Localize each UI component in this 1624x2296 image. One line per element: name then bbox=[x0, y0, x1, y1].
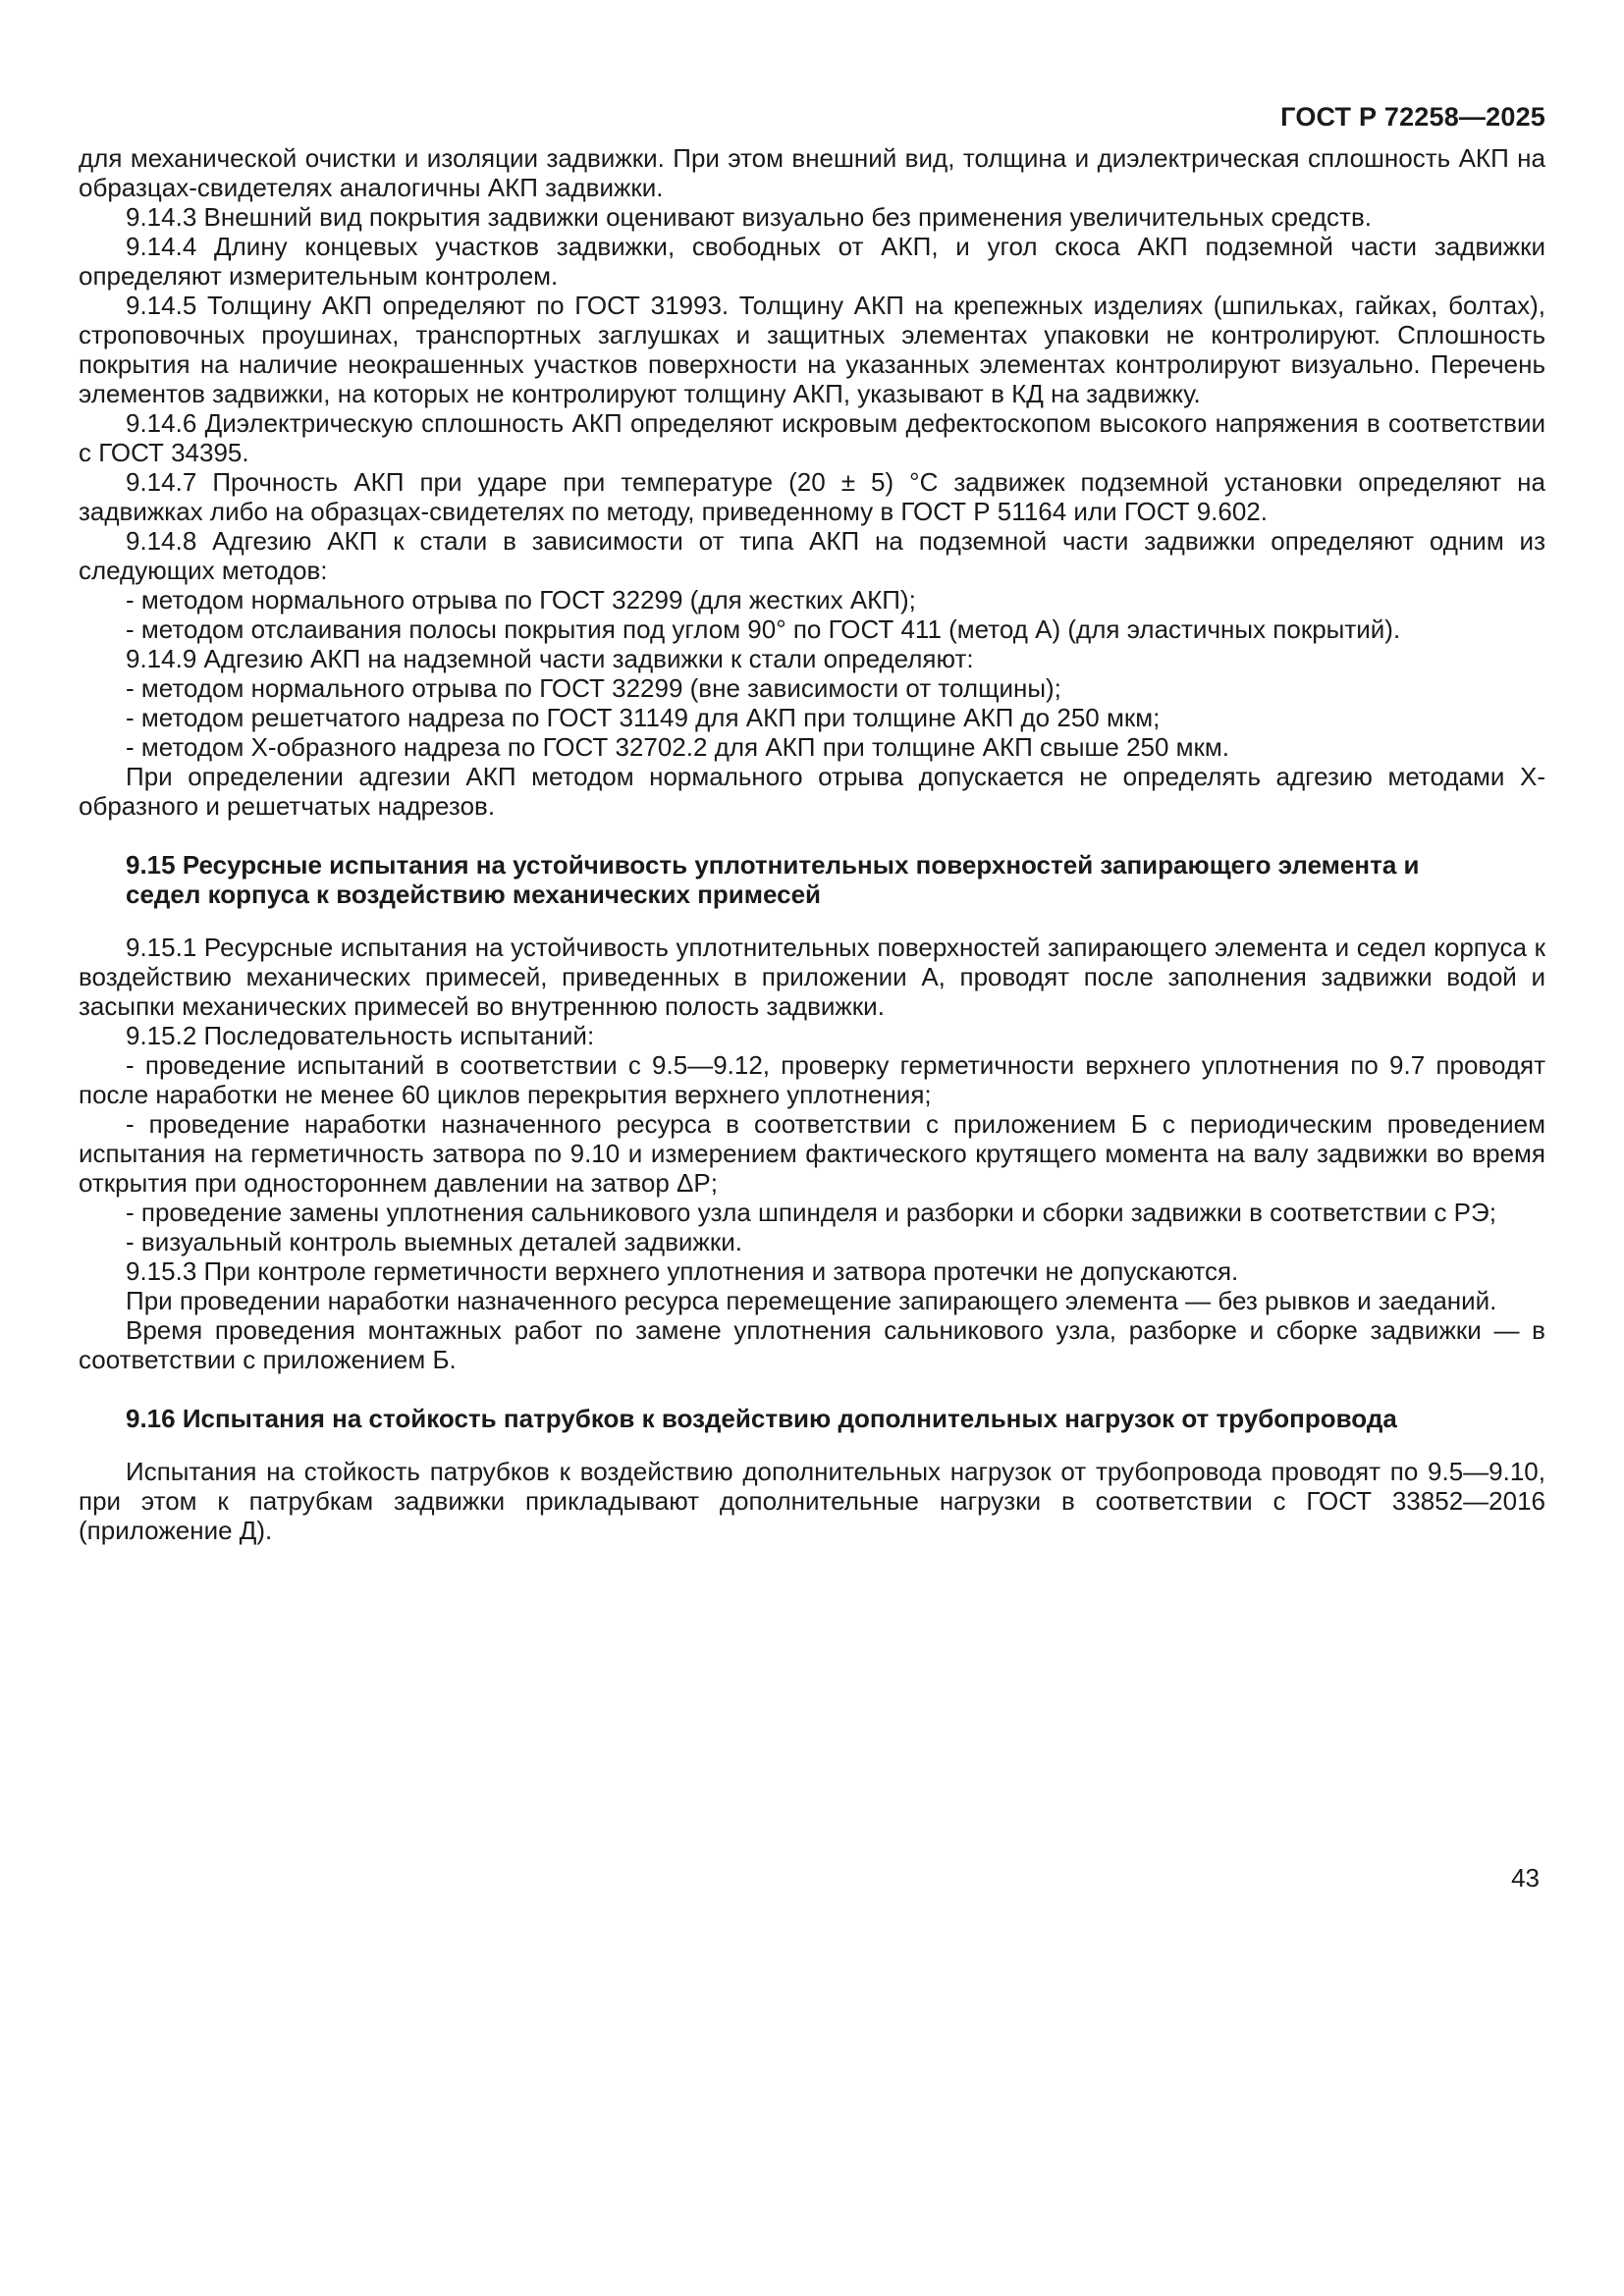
paragraph: 9.14.7 Прочность АКП при ударе при температуре (20 ± 5) °С задвижек подземной установки определяют на задвижках либо на образцах-свидетелях по методу, приведенному в ГОСТ Р 51164 или ГОСТ 9.602. bbox=[79, 467, 1545, 526]
paragraph: Испытания на стойкость патрубков к воздействию дополнительных нагрузок от трубопровода проводят по 9.5—9.10, при этом к патрубкам задвижки прикладывают дополнительные нагрузки в соответствии с ГОСТ 33852—2016 (приложение Д). bbox=[79, 1457, 1545, 1545]
paragraph: - проведение наработки назначенного ресурса в соответствии с приложением Б с периодическим проведением испытания на герметичность затвора по 9.10 и измерением фактического крутящего момента на валу задвижки во время открытия при одностороннем давлении на затвор ΔP; bbox=[79, 1109, 1545, 1198]
paragraph: 9.14.3 Внешний вид покрытия задвижки оценивают визуально без применения увеличительных средств. bbox=[126, 202, 1372, 232]
paragraph: - проведение испытаний в соответствии с 9.5—9.12, проверку герметичности верхнего уплотнения по 9.7 проводят после наработки не менее 60 циклов перекрытия верхнего уплотнения; bbox=[79, 1050, 1545, 1109]
paragraph: для механической очистки и изоляции задвижки. При этом внешний вид, толщина и диэлектрическая сплошность АКП на образцах-свидетелях аналогичны АКП задвижки. bbox=[79, 143, 1545, 202]
paragraph: 9.15.2 Последовательность испытаний: bbox=[126, 1021, 595, 1050]
paragraph: 9.15.3 При контроле герметичности верхнего уплотнения и затвора протечки не допускаются. bbox=[126, 1256, 1239, 1286]
paragraph: 9.14.5 Толщину АКП определяют по ГОСТ 31993. Толщину АКП на крепежных изделиях (шпильках, гайках, болтах), строповочных проушинах, транспортных заглушках и защитных элементах упаковки не контролируют. Сплошность покрытия на наличие неокрашенных участков поверхности на указанных элементах контролируют визуально. Перечень элементов задвижки, на которых не контролируют толщину АКП, указывают в КД на задвижку. bbox=[79, 291, 1545, 408]
standard-designation: ГОСТ Р 72258—2025 bbox=[1280, 102, 1545, 132]
page-number: 43 bbox=[1511, 1863, 1540, 1893]
paragraph: При определении адгезии АКП методом нормального отрыва допускается не определять адгезию методами Х-образного и решетчатых надрезов. bbox=[79, 762, 1545, 821]
paragraph: - методом Х-образного надреза по ГОСТ 32702.2 для АКП при толщине АКП свыше 250 мкм. bbox=[126, 732, 1230, 762]
document-body bbox=[79, 143, 1545, 1545]
page-header bbox=[79, 102, 1545, 133]
paragraph: При проведении наработки назначенного ресурса перемещение запирающего элемента — без рывков и заеданий. bbox=[126, 1286, 1497, 1315]
paragraph: 9.14.6 Диэлектрическую сплошность АКП определяют искровым дефектоскопом высокого напряжения в соответствии с ГОСТ 34395. bbox=[79, 408, 1545, 467]
paragraph: 9.15.1 Ресурсные испытания на устойчивость уплотнительных поверхностей запирающего элемента и седел корпуса к воздействию механических примесей, приведенных в приложении А, проводят после заполнения задвижки водой и засыпки механических примесей во внутреннюю полость задвижки. bbox=[79, 933, 1545, 1021]
paragraph: - проведение замены уплотнения сальникового узла шпинделя и разборки и сборки задвижки в соответствии с РЭ; bbox=[126, 1198, 1496, 1227]
paragraph: 9.14.9 Адгезию АКП на надземной части задвижки к стали определяют: bbox=[126, 644, 974, 673]
paragraph: - методом нормального отрыва по ГОСТ 32299 (вне зависимости от толщины); bbox=[126, 673, 1061, 703]
paragraph: Время проведения монтажных работ по замене уплотнения сальникового узла, разборке и сборке задвижки — в соответствии с приложением Б. bbox=[79, 1315, 1545, 1374]
paragraph: 9.14.4 Длину концевых участков задвижки, свободных от АКП, и угол скоса АКП подземной части задвижки определяют измерительным контролем. bbox=[79, 232, 1545, 291]
paragraph: - методом отслаивания полосы покрытия под углом 90° по ГОСТ 411 (метод А) (для эластичных покрытий). bbox=[126, 614, 1401, 644]
paragraph: - методом нормального отрыва по ГОСТ 32299 (для жестких АКП); bbox=[126, 585, 916, 614]
paragraph: 9.14.8 Адгезию АКП к стали в зависимости от типа АКП на подземной части задвижки определяют одним из следующих методов: bbox=[79, 526, 1545, 585]
section-heading: 9.16 Испытания на стойкость патрубков к воздействию дополнительных нагрузок от трубопровода bbox=[126, 1404, 1397, 1433]
section-heading: 9.15 Ресурсные испытания на устойчивость уплотнительных поверхностей запирающего элемента и седел корпуса к воздействию механических примесей bbox=[126, 850, 1420, 909]
paragraph: - методом решетчатого надреза по ГОСТ 31149 для АКП при толщине АКП до 250 мкм; bbox=[126, 703, 1161, 732]
paragraph: - визуальный контроль выемных деталей задвижки. bbox=[126, 1227, 742, 1256]
